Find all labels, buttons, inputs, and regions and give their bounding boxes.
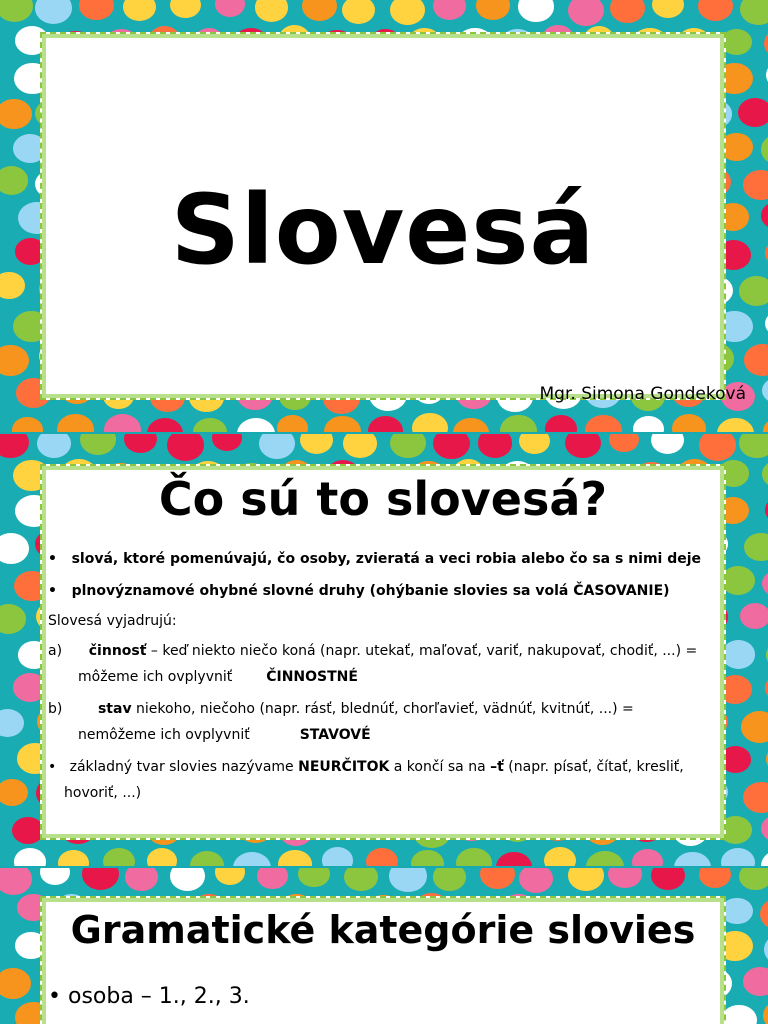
polka-dot xyxy=(80,434,116,455)
polka-dot xyxy=(0,604,26,634)
bullet-item: • plnovýznamové ohybné slovné druhy (ohýbanie slovies sa volá ČASOVANIE) xyxy=(48,583,670,599)
polka-dot xyxy=(0,345,29,376)
polka-dot xyxy=(0,779,28,806)
slide-title xyxy=(0,0,768,432)
polka-dot xyxy=(763,418,768,432)
polka-dot xyxy=(496,852,532,866)
slide-card xyxy=(40,896,726,1024)
polka-dot xyxy=(544,847,576,866)
polka-dot xyxy=(762,378,768,404)
polka-dot xyxy=(717,418,753,432)
polka-dot xyxy=(170,868,205,891)
list-item-b: b) stav niekoho, niečoho (napr. rásť, blednúť, chorľavieť, vädnúť, kvitnúť, ...) = xyxy=(48,701,634,717)
polka-dot xyxy=(764,934,768,965)
bullet-item: • slová, ktoré pomenúvajú, čo osoby, zvieratá a veci robia alebo čo sa s nimi deje xyxy=(48,551,702,567)
polka-dot xyxy=(0,709,24,737)
polka-dot xyxy=(366,848,398,866)
polka-dot xyxy=(0,434,29,458)
polka-dot xyxy=(652,0,684,18)
polka-dot xyxy=(322,847,353,866)
polka-dot xyxy=(0,868,32,895)
author-name: Mgr. Simona Gondeková xyxy=(539,384,746,404)
polka-dot xyxy=(390,434,426,458)
polka-dot xyxy=(0,533,29,564)
polka-dot xyxy=(764,28,768,59)
polka-dot xyxy=(278,850,312,866)
polka-dot xyxy=(743,782,768,813)
polka-dot xyxy=(123,0,156,21)
polka-dot xyxy=(651,868,685,890)
polka-dot xyxy=(721,1005,757,1024)
polka-dot xyxy=(586,851,624,866)
bullet-item: • základný tvar slovies nazývame NEURČITOK a končí sa na –ť (napr. písať, čítať, kresliť, hovoriť, ...) xyxy=(48,759,684,801)
polka-dot xyxy=(722,640,756,669)
polka-dot xyxy=(37,434,71,458)
polka-dot xyxy=(342,0,375,24)
intro-text: Slovesá vyjadrujú: xyxy=(48,613,177,629)
polka-dot xyxy=(411,850,443,866)
polka-dot xyxy=(699,434,736,461)
polka-dot xyxy=(674,852,711,867)
polka-dot xyxy=(609,434,639,452)
polka-dot xyxy=(0,0,33,22)
polka-dot xyxy=(412,413,448,432)
polka-dot xyxy=(215,868,246,885)
polka-dot xyxy=(104,414,142,432)
polka-dot xyxy=(103,848,135,866)
polka-dot xyxy=(0,166,28,194)
polka-dot xyxy=(761,202,768,229)
polka-dot xyxy=(632,849,662,866)
list-item-a: a) činnosť – keď niekto niečo koná (napr. utekať, maľovať, variť, nakupovať, chodiť, ...) = xyxy=(48,643,698,659)
slide-title: Čo sú to slovesá? xyxy=(158,472,608,526)
polka-dot xyxy=(721,848,755,866)
polka-dot xyxy=(167,434,204,461)
polka-dot xyxy=(259,434,295,459)
polka-dot xyxy=(212,434,242,451)
polka-dot xyxy=(0,99,32,130)
polka-dot xyxy=(302,0,338,21)
polka-dot xyxy=(744,533,768,562)
polka-dot xyxy=(739,868,768,890)
polka-dot xyxy=(12,417,42,432)
polka-dot xyxy=(699,868,731,888)
polka-dot xyxy=(193,418,226,432)
polka-dot xyxy=(0,968,31,998)
polka-dot xyxy=(124,434,157,453)
polka-dot xyxy=(739,434,768,458)
polka-dot xyxy=(57,414,94,432)
polka-dot xyxy=(568,0,604,26)
polka-dot xyxy=(765,240,768,266)
polka-dot xyxy=(453,418,489,432)
polka-dot xyxy=(58,850,89,866)
polka-dot xyxy=(480,868,515,889)
polka-dot xyxy=(610,0,646,23)
list-item-b-line2: nemôžeme ich ovplyvniť STAVOVÉ xyxy=(78,727,371,743)
polka-dot xyxy=(743,170,768,200)
slide-title: Gramatické kategórie slovies xyxy=(70,908,696,952)
polka-dot xyxy=(763,1000,768,1024)
polka-dot xyxy=(233,852,271,866)
polka-dot xyxy=(433,434,470,459)
polka-dot xyxy=(215,0,245,17)
polka-dot xyxy=(147,418,183,432)
page-title: Slovesá xyxy=(170,174,596,286)
polka-dot xyxy=(761,815,768,843)
polka-dot xyxy=(519,434,550,454)
polka-dot xyxy=(762,460,768,488)
polka-dot xyxy=(433,0,466,20)
polka-dot xyxy=(738,98,768,127)
polka-dot xyxy=(476,0,509,20)
slide-card xyxy=(40,32,746,404)
polka-dot xyxy=(651,434,684,454)
polka-dot xyxy=(565,434,601,458)
polka-dot xyxy=(698,0,733,21)
polka-dot xyxy=(0,272,25,299)
polka-dot xyxy=(125,868,157,891)
polka-dot xyxy=(740,0,768,25)
polka-dot xyxy=(389,868,426,892)
bullet-item: • osoba – 1., 2., 3. xyxy=(48,984,250,1009)
polka-dot xyxy=(147,848,177,866)
polka-dot xyxy=(744,344,768,376)
polka-dot xyxy=(255,0,288,22)
list-item-a-line2: môžeme ich ovplyvniť ČINNOSTNÉ xyxy=(78,669,358,685)
polka-dot xyxy=(478,434,512,458)
slide-body xyxy=(48,546,720,806)
polka-dot xyxy=(237,418,275,432)
polka-dot xyxy=(14,848,46,866)
polka-dot xyxy=(500,415,537,432)
polka-dot xyxy=(35,0,72,24)
polka-dot xyxy=(739,276,768,306)
polka-dot xyxy=(300,434,333,454)
polka-dot xyxy=(568,868,604,891)
polka-dot xyxy=(672,414,706,432)
polka-dot xyxy=(257,868,288,889)
polka-dot xyxy=(519,868,553,893)
polka-dot xyxy=(344,868,378,891)
polka-dot xyxy=(40,868,70,885)
polka-dot xyxy=(456,848,492,866)
polka-dot xyxy=(170,0,201,18)
polka-dot xyxy=(343,434,376,458)
polka-dot xyxy=(324,416,361,432)
polka-dot xyxy=(277,415,308,432)
polka-dot xyxy=(79,0,114,20)
polka-dot xyxy=(390,0,425,25)
polka-dot xyxy=(190,851,224,866)
polka-dot xyxy=(761,134,768,164)
polka-dot xyxy=(741,711,768,743)
polka-dot xyxy=(762,570,768,597)
polka-dot xyxy=(633,416,664,432)
polka-dot xyxy=(545,415,578,432)
polka-dot xyxy=(743,967,768,996)
polka-dot xyxy=(368,416,404,432)
polka-dot xyxy=(740,603,768,629)
polka-dot xyxy=(433,868,466,891)
polka-dot xyxy=(82,868,119,890)
slide-definition xyxy=(0,434,768,866)
slide-card xyxy=(40,464,726,840)
polka-dot xyxy=(585,415,622,432)
polka-dot xyxy=(608,868,641,888)
polka-dot xyxy=(298,868,329,887)
polka-dot xyxy=(760,898,768,929)
polka-dot xyxy=(761,850,768,866)
slide-categories xyxy=(0,868,768,1024)
polka-dot xyxy=(518,0,554,22)
